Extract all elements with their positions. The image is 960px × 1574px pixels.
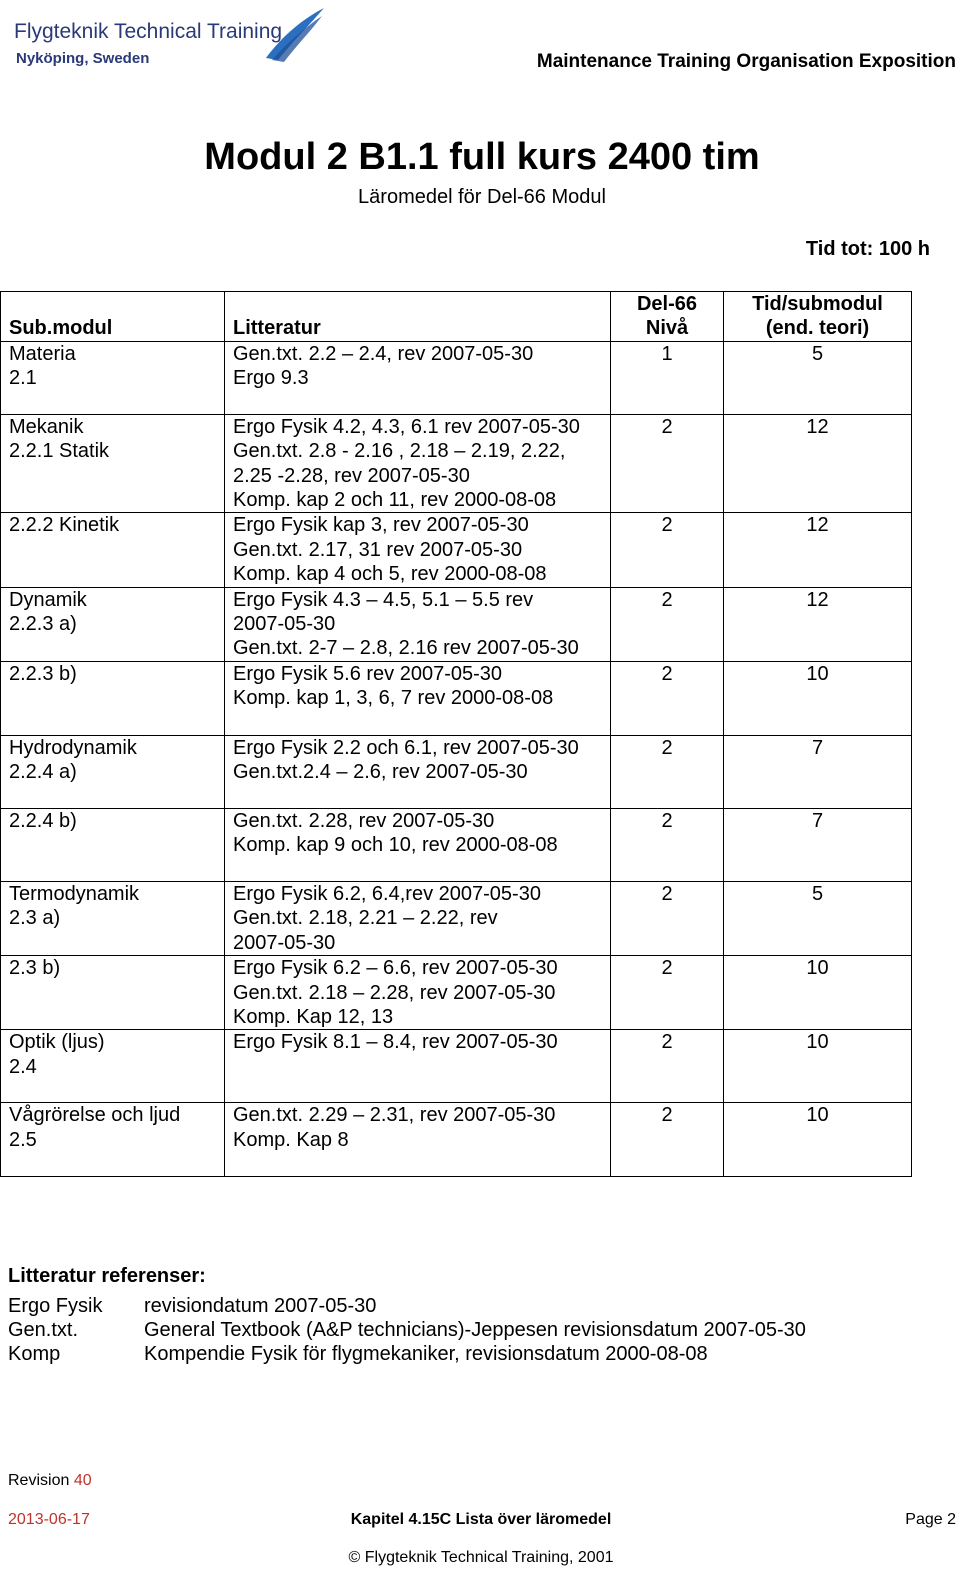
cell-litteratur: Ergo Fysik 5.6 rev 2007-05-30 Komp. kap 1, 3, 6, 7 rev 2000-08-08: [225, 661, 611, 735]
table-row: [1, 513, 912, 587]
cell-submodul: Hydrodynamik 2.2.4 a): [1, 735, 225, 808]
cell-submodul: 2.2.3 b): [1, 661, 225, 735]
revision-number: 40: [73, 1472, 92, 1489]
table-row: [1, 414, 912, 513]
table-row: [1, 956, 912, 1030]
references-title: Litteratur referenser:: [8, 1265, 206, 1287]
header-niva: Del-66 Nivå: [611, 292, 724, 342]
cell-niva: 2: [611, 808, 724, 881]
cell-submodul: 2.3 b): [1, 956, 225, 1030]
cell-submodul: 2.2.4 b): [1, 808, 225, 881]
footer-date: 2013-06-17: [8, 1511, 90, 1528]
table-row: [1, 881, 912, 955]
table-row: [1, 808, 912, 881]
cell-tid: 12: [724, 414, 912, 513]
total-time: Tid tot: 100 h: [805, 238, 930, 260]
logo-location: Nyköping, Sweden: [16, 50, 150, 67]
cell-litteratur: Ergo Fysik 4.2, 4.3, 6.1 rev 2007-05-30 Gen.txt. 2.8 - 2.16 , 2.18 – 2.19, 2.22, 2.25 -2.28, rev 2007-05-30 Komp. kap 2 och 11, rev 2000-08-08: [225, 414, 611, 513]
header-tid: Tid/submodul (end. teori): [724, 292, 912, 342]
revision-label: Revision 40: [8, 1472, 92, 1489]
cell-litteratur: Ergo Fysik 6.2 – 6.6, rev 2007-05-30 Gen.txt. 2.18 – 2.28, rev 2007-05-30 Komp. Kap 12, 13: [225, 956, 611, 1030]
cell-tid: 5: [724, 881, 912, 955]
cell-litteratur: Ergo Fysik 4.3 – 4.5, 5.1 – 5.5 rev 2007-05-30 Gen.txt. 2-7 – 2.8, 2.16 rev 2007-05-30: [225, 587, 611, 661]
cell-submodul: Optik (ljus) 2.4: [1, 1030, 225, 1103]
cell-niva: 2: [611, 956, 724, 1030]
table-header-row: [1, 292, 912, 342]
header-litteratur: Litteratur: [225, 292, 611, 342]
cell-tid: 7: [724, 808, 912, 881]
header-submodul: Sub.modul: [1, 292, 225, 342]
cell-niva: 2: [611, 414, 724, 513]
footer-page-number: Page 2: [905, 1511, 956, 1528]
cell-submodul: Mekanik 2.2.1 Statik: [1, 414, 225, 513]
cell-submodul: Materia 2.1: [1, 341, 225, 414]
reference-item: Ergo Fysik revisiondatum 2007-05-30: [8, 1295, 377, 1317]
cell-submodul: 2.2.2 Kinetik: [1, 513, 225, 587]
cell-litteratur: Gen.txt. 2.29 – 2.31, rev 2007-05-30 Komp. Kap 8: [225, 1103, 611, 1177]
table-row: [1, 587, 912, 661]
table-row: [1, 341, 912, 414]
reference-item: Gen.txt. General Textbook (A&P technicians)-Jeppesen revisionsdatum 2007-05-30: [8, 1319, 806, 1341]
cell-submodul: Dynamik 2.2.3 a): [1, 587, 225, 661]
table-row: [1, 735, 912, 808]
cell-tid: 10: [724, 1103, 912, 1177]
cell-niva: 2: [611, 1103, 724, 1177]
table-row: [1, 661, 912, 735]
swoosh-icon: [264, 6, 326, 62]
cell-tid: 10: [724, 661, 912, 735]
cell-litteratur: Gen.txt. 2.28, rev 2007-05-30 Komp. kap 9 och 10, rev 2000-08-08: [225, 808, 611, 881]
cell-niva: 2: [611, 661, 724, 735]
footer-copyright: © Flygteknik Technical Training, 2001: [348, 1549, 614, 1566]
table-row: [1, 1103, 912, 1177]
cell-tid: 5: [724, 341, 912, 414]
cell-litteratur: Ergo Fysik kap 3, rev 2007-05-30 Gen.txt. 2.17, 31 rev 2007-05-30 Komp. kap 4 och 5, rev 2000-08-08: [225, 513, 611, 587]
cell-litteratur: Ergo Fysik 8.1 – 8.4, rev 2007-05-30: [225, 1030, 611, 1103]
cell-niva: 2: [611, 735, 724, 808]
literature-table: [0, 291, 912, 1177]
reference-item: Komp Kompendie Fysik för flygmekaniker, revisionsdatum 2000-08-08: [8, 1343, 708, 1365]
cell-submodul: Vågrörelse och ljud 2.5: [1, 1103, 225, 1177]
cell-niva: 2: [611, 587, 724, 661]
page-title: Modul 2 B1.1 full kurs 2400 tim: [204, 136, 760, 178]
cell-litteratur: Ergo Fysik 6.2, 6.4,rev 2007-05-30 Gen.txt. 2.18, 2.21 – 2.22, rev 2007-05-30: [225, 881, 611, 955]
cell-tid: 7: [724, 735, 912, 808]
logo-name: Flygteknik Technical Training: [14, 20, 283, 43]
cell-niva: 2: [611, 513, 724, 587]
company-logo: [14, 6, 314, 68]
cell-tid: 12: [724, 513, 912, 587]
page-subtitle: Läromedel för Del-66 Modul: [358, 186, 606, 208]
cell-tid: 12: [724, 587, 912, 661]
cell-niva: 1: [611, 341, 724, 414]
organisation-title: Maintenance Training Organisation Exposition: [536, 51, 956, 72]
cell-litteratur: Gen.txt. 2.2 – 2.4, rev 2007-05-30 Ergo 9.3: [225, 341, 611, 414]
cell-litteratur: Ergo Fysik 2.2 och 6.1, rev 2007-05-30 Gen.txt.2.4 – 2.6, rev 2007-05-30: [225, 735, 611, 808]
cell-tid: 10: [724, 956, 912, 1030]
footer-chapter: Kapitel 4.15C Lista över läromedel: [350, 1511, 612, 1528]
cell-tid: 10: [724, 1030, 912, 1103]
cell-niva: 2: [611, 881, 724, 955]
cell-niva: 2: [611, 1030, 724, 1103]
table-row: [1, 1030, 912, 1103]
cell-submodul: Termodynamik 2.3 a): [1, 881, 225, 955]
